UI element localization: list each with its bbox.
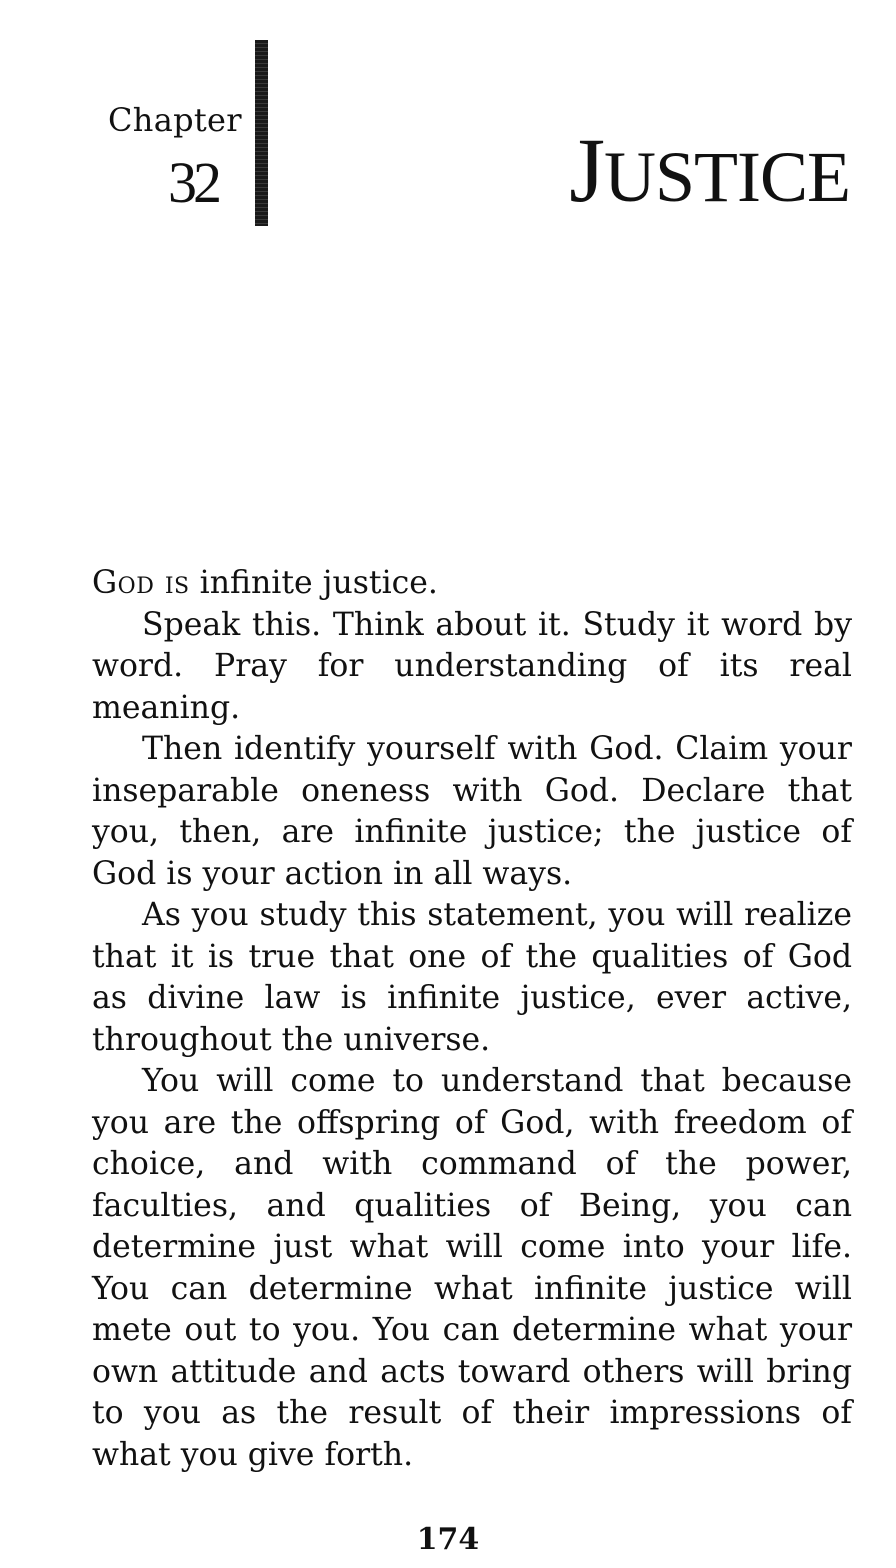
page-number: 174 bbox=[416, 1522, 480, 1557]
chapter-divider-rule bbox=[255, 40, 268, 226]
opening-paragraph bbox=[92, 563, 852, 605]
paragraph: You will come to understand that because you are the offspring of God, with freedom of choice, and with command of the power, faculties, and qualities of Being, you can determine just what will come into your life. You can determine what infinite justice will mete out to you. You can determine what your own attitude and acts toward others will bring to you as the result of their impressions of what you give forth. bbox=[92, 1063, 852, 1473]
body-text bbox=[92, 563, 852, 1476]
opening-smallcaps: God is bbox=[92, 565, 190, 601]
chapter-title-initial: J bbox=[569, 119, 604, 221]
chapter-title bbox=[569, 120, 850, 227]
chapter-number: 32 bbox=[168, 150, 218, 215]
paragraph: Speak this. Think about it. Study it word by word. Pray for understanding of its real meaning. bbox=[92, 606, 852, 726]
opening-rest: infinite justice. bbox=[189, 565, 438, 601]
chapter-title-rest: USTICE bbox=[604, 137, 850, 217]
paragraph: As you study this statement, you will realize that it is true that one of the qualities of God as divine law is infinite justice, ever active, throughout the universe. bbox=[92, 897, 852, 1058]
chapter-label: Chapter bbox=[108, 101, 242, 139]
paragraph: Then identify yourself with God. Claim your inseparable oneness with God. Declare that you, then, are infinite justice; the justice of God is your action in all ways. bbox=[92, 731, 852, 892]
